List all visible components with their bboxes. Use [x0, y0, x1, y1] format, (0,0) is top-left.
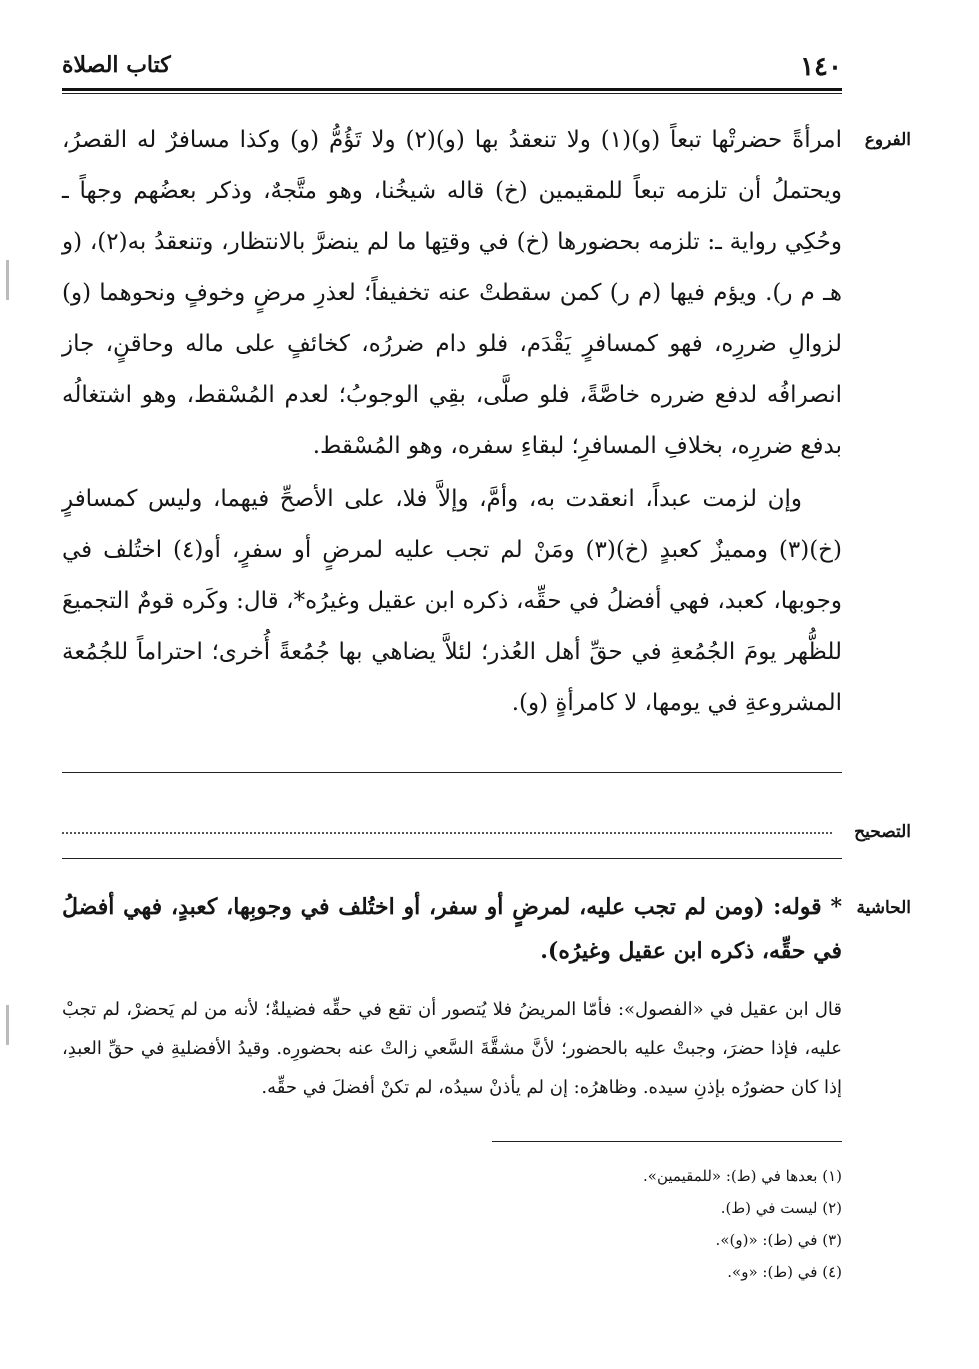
footnote-item: (٤) في (ط): «و». — [727, 1263, 842, 1281]
hashiya-quote: * قوله: (ومن لم تجب عليه، لمرضٍ أو سفر، أو اختُلف في وجوبِها، كعبدٍ، فهي أفضلُ في حقِّه، ذكره ابن عقيل وغيرُه). — [62, 894, 842, 964]
section-divider — [62, 772, 842, 773]
hashiya-body: قال ابن عقيل في «الفصول»: فأمّا المريضُ فلا يُتصور أن تقع في حقِّه فضيلةٌ؛ لأنه من لم يَحضرْ، لم تجبْ عليه، فإذا حضرَ، وجبتْ عليه بالحضور؛ لأنَّ مشقَّةَ السَّعي زالتْ عنه بحضورِه. وقيدُ الأفضليةِ في حقِّ العبدِ، إذا كان حضورُه بإذنِ سيده. وظاهرُه: إن لم يأذنْ سيدُه، لم تكنْ أفضلَ في حقِّه. — [62, 999, 842, 1098]
label-tashih: التصحيح — [854, 822, 911, 842]
book-title: كتاب الصلاة — [62, 52, 171, 78]
section-divider-2 — [62, 858, 842, 859]
main-paragraph-1: امرأةً حضرتْها تبعاً (و)(١) ولا تنعقدُ بها (و)(٢) ولا تَؤُمُّ (و) وكذا مسافرٌ له القصرُ، ويحتملُ أن تلزمه تبعاً للمقيمين (خ) قاله شيخُنا، وهو متَّجهٌ، وذكر بعضُهم وجهاً ـ وحُكِي رواية ـ: تلزمه بحضورها (خ) في وقتِها ما لم ينضرَّ بالانتظار، وتنعقدُ به(٢)، (و هـ م ر). ويؤم فيها (م ر) كمن سقطتْ عنه تخفيفاً؛ لعذرِ مرضٍ وخوفٍ ونحوهما (و) لزوالِ ضررِه، فهو كمسافرٍ يَقْدَم، فلو دام ضررُه، كخائفٍ على ماله وحاقنٍ، جاز انصرافُه لدفع ضرره خاصَّةً، فلو صلَّى، بقِي الوجوبُ؛ لعدم المُسْقط، وهو اشتغالُه بدفع ضررِه، بخلافِ المسافرِ؛ لبقاءِ سفره، وهو المُسْقط. — [62, 127, 842, 459]
label-furu: الفروع — [864, 130, 911, 150]
header-rule — [62, 88, 842, 91]
tashih-dotted-line — [62, 818, 832, 834]
scan-edge-mark — [6, 260, 9, 300]
footnote-rule — [492, 1141, 842, 1142]
main-text — [62, 115, 842, 729]
footnote-item: (٣) في (ط): «(و)». — [715, 1231, 842, 1249]
label-hashiya: الحاشية — [856, 898, 911, 918]
footnote-item: (١) بعدها في (ط): «للمقيمين». — [643, 1167, 842, 1185]
header-rule-thin — [62, 93, 842, 94]
page-number: ١٤٠ — [800, 52, 842, 82]
running-header — [62, 52, 842, 86]
scan-edge-mark — [6, 1005, 9, 1045]
footnotes — [480, 1160, 842, 1288]
main-paragraph-2: وإن لزمت عبداً، انعقدت به، وأمَّ، وإلاَّ فلا، على الأصحِّ فيهما، وليس كمسافرٍ (خ)(٣) ومميزٌ كعبدٍ (خ)(٣) ومَنْ لم تجب عليه لمرضٍ أو سفرٍ، أو(٤) اختُلف في وجوبها، كعبد، فهي أفضلُ في حقِّه، ذكره ابن عقيل وغيرُه*، قال: وكَره قومٌ التجميعَ للظُّهر يومَ الجُمُعةِ في حقِّ أهل العُذر؛ لئلاَّ يضاهي بها جُمُعةً أُخرى؛ احتراماً للجُمُعة المشروعةِ في يومها، لا كامرأةٍ (و). — [62, 486, 842, 716]
footnote-item: (٢) ليست في (ط). — [720, 1199, 842, 1217]
